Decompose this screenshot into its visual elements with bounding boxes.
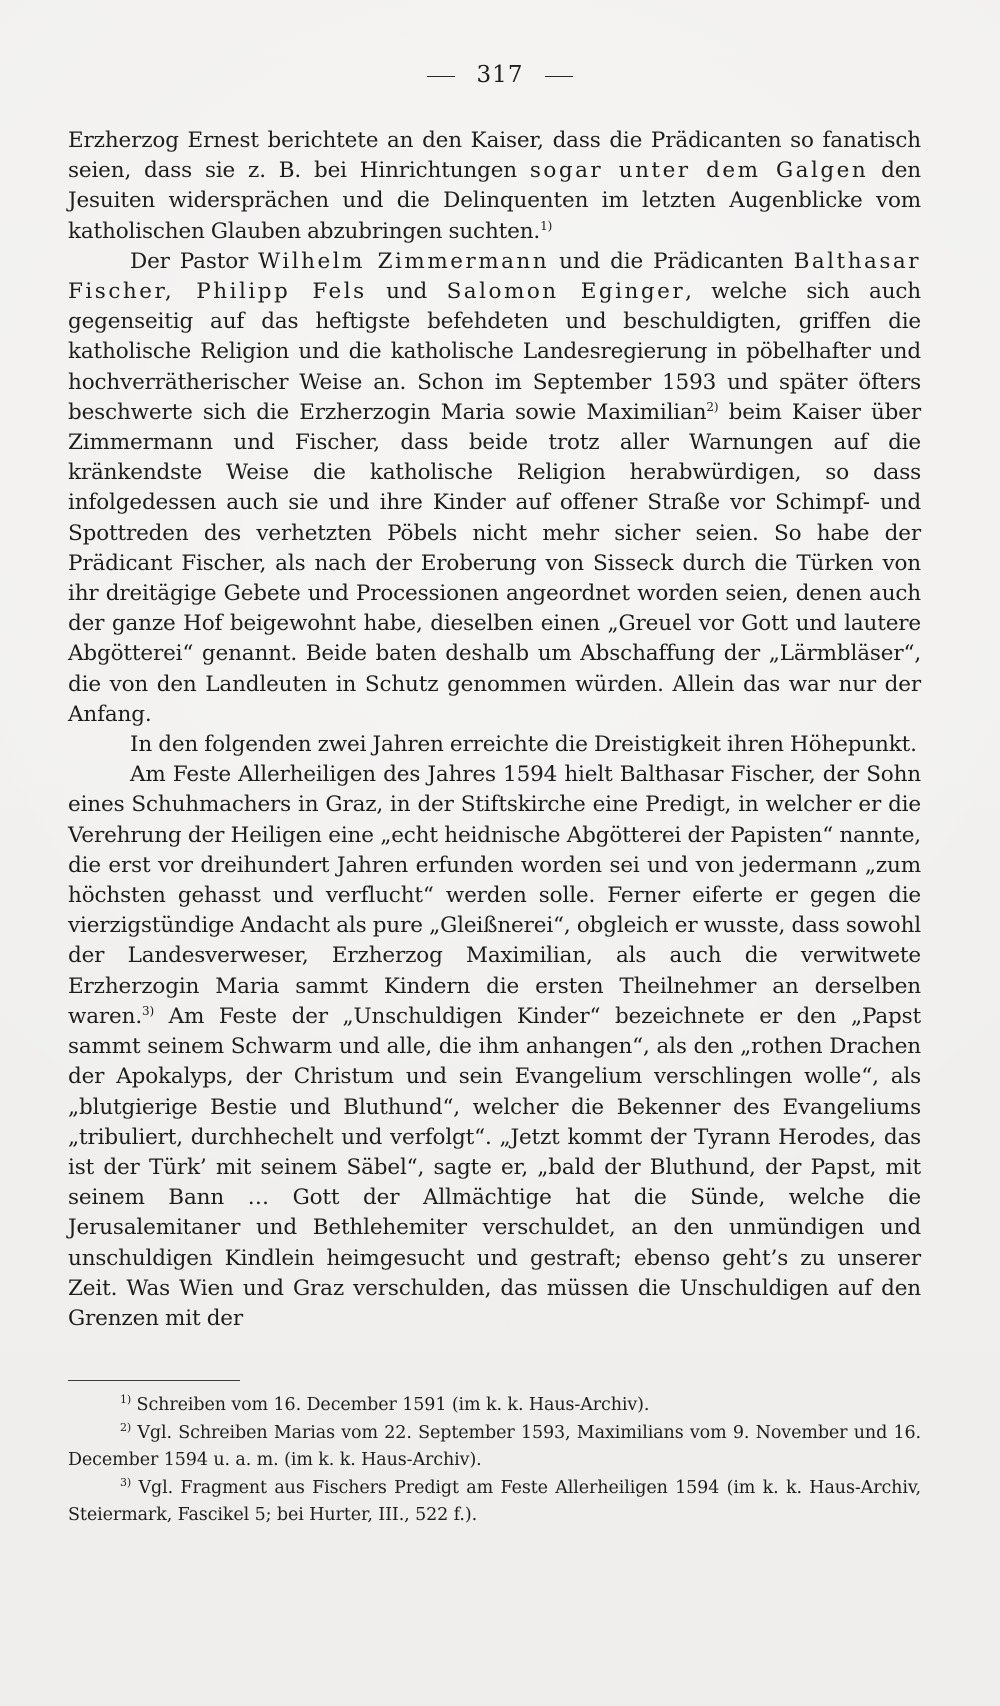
footnotes (68, 1392, 921, 1530)
text-run: In den folgenden zwei Jahren erreichte die Dreistigkeit ihren Höhepunkt. (130, 732, 917, 758)
footnote-reference: 1) (540, 218, 553, 233)
footnote-marker: 1) (120, 1393, 132, 1406)
footnote (68, 1392, 921, 1420)
footnote-text: Schreiben vom 16. December 1591 (im k. k. Haus-Archiv). (131, 1395, 650, 1415)
text-run: den Jesuiten widersprächen und die Delinquenten im letzten Augenblicke vom katholischen Glauben abzubringen suchten. (68, 158, 921, 244)
header-dash-left (427, 76, 455, 77)
footnote-separator (68, 1380, 240, 1381)
text-run: , welche sich auch gegenseitig auf das heftigste befehdeten und beschuldigten, griffen die katholische Religion und die katholische Landesregierung in pöbelhafter und hochverrätherischer Weise an. Schon im September 1593 und später öfters beschwerte sich die Erzherzogin Maria sowie Maximilian (68, 279, 921, 425)
text-run: Erzherzog Ernest berichtete an den Kaiser, dass die Prädicanten so fanatisch seien, dass sie z. B. bei Hinrichtungen (68, 128, 921, 184)
header-dash-right (545, 76, 573, 77)
footnote-text: Vgl. Fragment aus Fischers Predigt am Feste Allerheiligen 1594 (im k. k. Haus-Archiv, Steiermark, Fascikel 5; bei Hurter, III., 522 f.). (68, 1477, 921, 1525)
footnote (68, 1420, 921, 1475)
paragraph (68, 730, 921, 760)
footnote-marker: 3) (120, 1475, 132, 1489)
page-number: 317 (476, 62, 524, 88)
text-run: Am Feste der „Unschuldigen Kinder“ bezeichnete er den „Papst sammt seinem Schwarm und alle, die ihm anhangen“, als den „rothen Drachen der Apokalyps, der Christum und sein Evangelium verschlingen wolle“, als „blutgierige Bestie und Bluthund“, welcher die Bekenner des Evangeliums „tribuliert, durchhechelt und verfolgt“. „Jetzt kommt der Tyrann Herodes, das ist der Türk’ mit seinem Säbel“, sagte er, „bald der Bluthund, der Papst, mit seinem Bann … Gott der Allmächtige hat die Sünde, welche die Jerusalemitaner und Bethlehemiter verschuldet, an den unmündigen und unschuldigen Kindlein heimgesucht und gestraft; ebenso geht’s zu unserer Zeit. Was Wien und Graz verschulden, das müssen die Unschuldigen auf den Grenzen mit der (68, 1003, 921, 1331)
footnote-text: Vgl. Schreiben Marias vom 22. September 1593, Maximilians vom 9. November und 16. December 1594 u. a. m. (im k. k. Haus-Archiv). (68, 1422, 921, 1470)
text-run: Am Feste Allerheiligen des Jahres 1594 hielt Balthasar Fischer, der Sohn eines Schuhmachers in Graz, in der Stiftskirche eine Predigt, in welcher er die Verehrung der Heiligen eine „echt heidnische Abgötterei der Papisten“ nannte, die erst vor dreihundert Jahren erfunden worden sei und von jedermann „zum höchsten gehasst und verflucht“ werden solle. Ferner eiferte er gegen die vierzigstündige Andacht als pure „Gleißnerei“, obgleich er wusste, dass sowohl der Landesverweser, Erzherzog Maximilian, als auch die verwitwete Erzherzogin Maria sammt Kindern die ersten Theilnehmer an derselben waren. (68, 762, 921, 1029)
main-text (68, 126, 921, 1334)
spaced-emphasis-text: sogar unter dem Galgen (529, 158, 869, 184)
footnote-reference: 2) (706, 399, 719, 414)
footnote (68, 1475, 921, 1530)
paragraph (68, 126, 921, 247)
spaced-emphasis-text: Wilhelm Zimmermann (258, 248, 550, 274)
paragraph (68, 760, 921, 1334)
text-run: und (366, 279, 447, 305)
text-run: Der Pastor (130, 248, 259, 274)
footnote-marker: 2) (120, 1420, 132, 1434)
text-run: und die Prädicanten (549, 248, 794, 274)
spaced-emphasis-text: Salomon Eginger (446, 279, 686, 305)
spaced-emphasis-text: Balthasar Fischer, Philipp Fels (68, 248, 921, 305)
page-header (0, 62, 1000, 88)
footnote-reference: 3) (142, 1003, 155, 1018)
paragraph (68, 247, 921, 730)
text-run: beim Kaiser über Zimmermann und Fischer, dass beide trotz aller Warnungen auf die kränkendste Weise die katholische Religion herabwürdigen, so dass infolgedessen auch sie und ihre Kinder auf offener Straße vor Schimpf- und Spottreden des verhetzten Pöbels nicht mehr sicher seien. So habe der Prädicant Fischer, als nach der Eroberung von Sisseck durch die Türken von ihr dreitägige Gebete und Processionen angeordnet worden seien, denen auch der ganze Hof beigewohnt habe, dieselben einen „Greuel vor Gott und lautere Abgötterei“ genannt. Beide baten deshalb um Abschaffung der „Lärmbläser“, die von den Landleuten in Schutz genommen würden. Allein das war nur der Anfang. (68, 399, 921, 727)
